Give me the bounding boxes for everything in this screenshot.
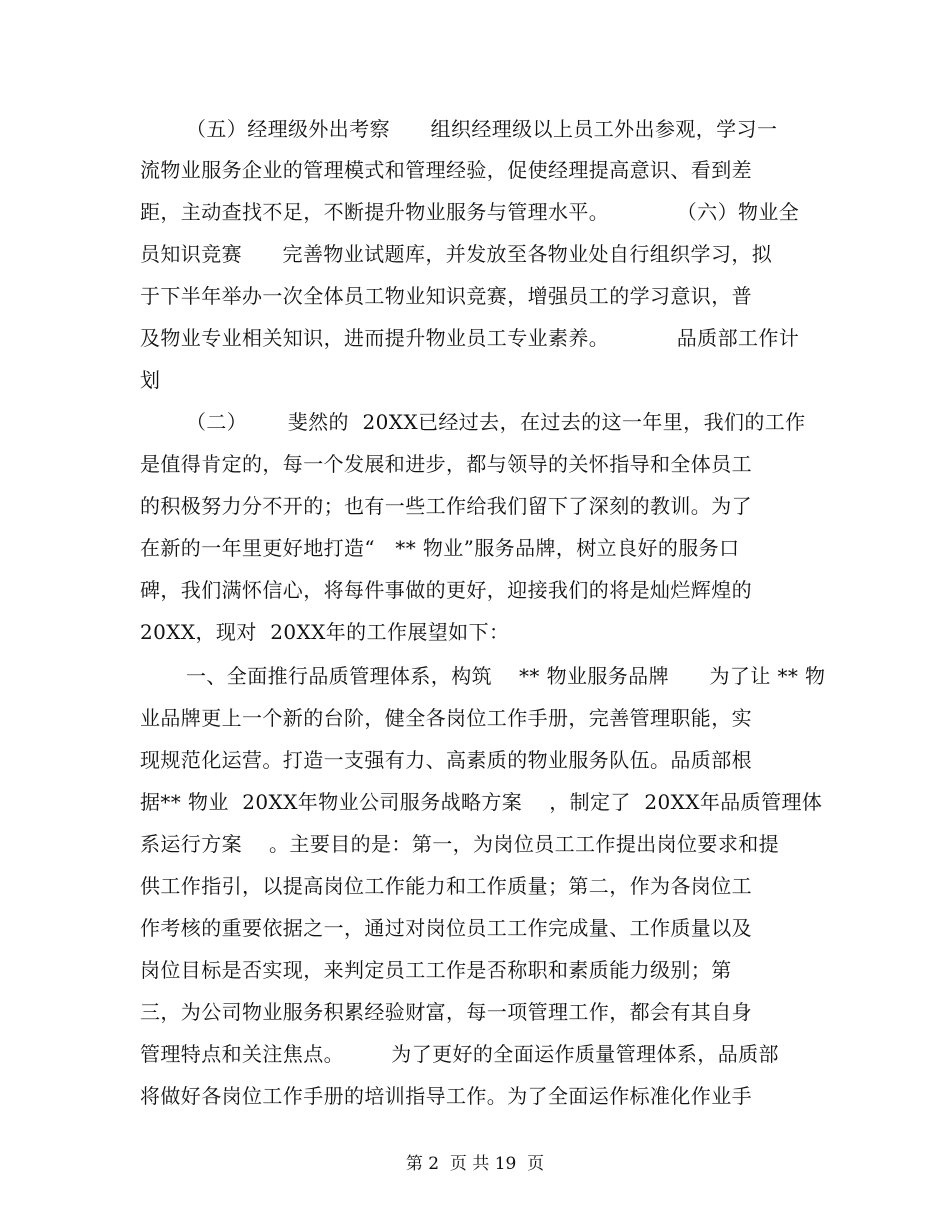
text-line: 员知识竞赛 完善物业试题库，并发放至各物业处自行组织学习，拟 bbox=[140, 242, 773, 266]
text-line: 的积极努力分不开的；也有一些工作给我们留下了深刻的教训。为了 bbox=[140, 494, 752, 518]
text-line: 碑，我们满怀信心，将每件事做的更好，迎接我们的将是灿烂辉煌的 bbox=[140, 578, 752, 602]
text-line: 于下半年举办一次全体员工物业知识竞赛，增强员工的学习意识，普 bbox=[140, 284, 752, 308]
text-line: 距，主动查找不足，不断提升物业服务与管理水平。 （六）物业全 bbox=[140, 200, 800, 224]
text-line: 及物业专业相关知识，进而提升物业员工专业素养。 品质部工作计 bbox=[140, 326, 800, 350]
text-line: 划 bbox=[140, 368, 161, 392]
text-line: 一、全面推行品质管理体系，构筑 ** 物业服务品牌 为了让 ** 物 bbox=[186, 664, 826, 688]
text-line: 流物业服务企业的管理模式和管理经验，促使经理提高意识、看到差 bbox=[140, 158, 752, 182]
text-line: 系运行方案 。主要目的是：第一，为岗位员工工作提出岗位要求和提 bbox=[140, 832, 780, 856]
text-line: 供工作指引，以提高岗位工作能力和工作质量；第二，作为各岗位工 bbox=[140, 874, 752, 898]
text-line: 作考核的重要依据之一，通过对岗位员工工作完成量、工作质量以及 bbox=[140, 916, 752, 940]
text-line: （五）经理级外出考察 组织经理级以上员工外出参观，学习一 bbox=[186, 117, 778, 141]
text-line: 三，为公司物业服务积累经验财富，每一项管理工作，都会有其自身 bbox=[140, 1000, 752, 1024]
text-line: 岗位目标是否实现，来判定员工工作是否称职和素质能力级别；第 bbox=[140, 958, 732, 982]
text-line: 是值得肯定的，每一个发展和进步，都与领导的关怀指导和全体员工 bbox=[140, 452, 752, 476]
text-line: 20XX，现对 20XX年的工作展望如下： bbox=[140, 620, 510, 644]
text-line: 现规范化运营。打造一支强有力、高素质的物业服务队伍。品质部根 bbox=[140, 748, 752, 772]
text-line: （二） 斐然的 20XX已经过去，在过去的这一年里，我们的工作 bbox=[186, 410, 806, 434]
text-line: 管理特点和关注焦点。 为了更好的全面运作质量管理体系，品质部 bbox=[140, 1042, 779, 1066]
text-line: 在新的一年里更好地打造“ ** 物业”服务品牌，树立良好的服务口 bbox=[140, 536, 740, 560]
text-line: 据** 物业 20XX年物业公司服务战略方案 ，制定了 20XX年品质管理体 bbox=[140, 790, 823, 814]
text-line: 业品牌更上一个新的台阶，健全各岗位工作手册，完善管理职能，实 bbox=[140, 706, 752, 730]
text-line: 将做好各岗位工作手册的培训指导工作。为了全面运作标准化作业手 bbox=[140, 1084, 752, 1108]
page-number: 第 2 页 共 19 页 bbox=[405, 1154, 545, 1174]
